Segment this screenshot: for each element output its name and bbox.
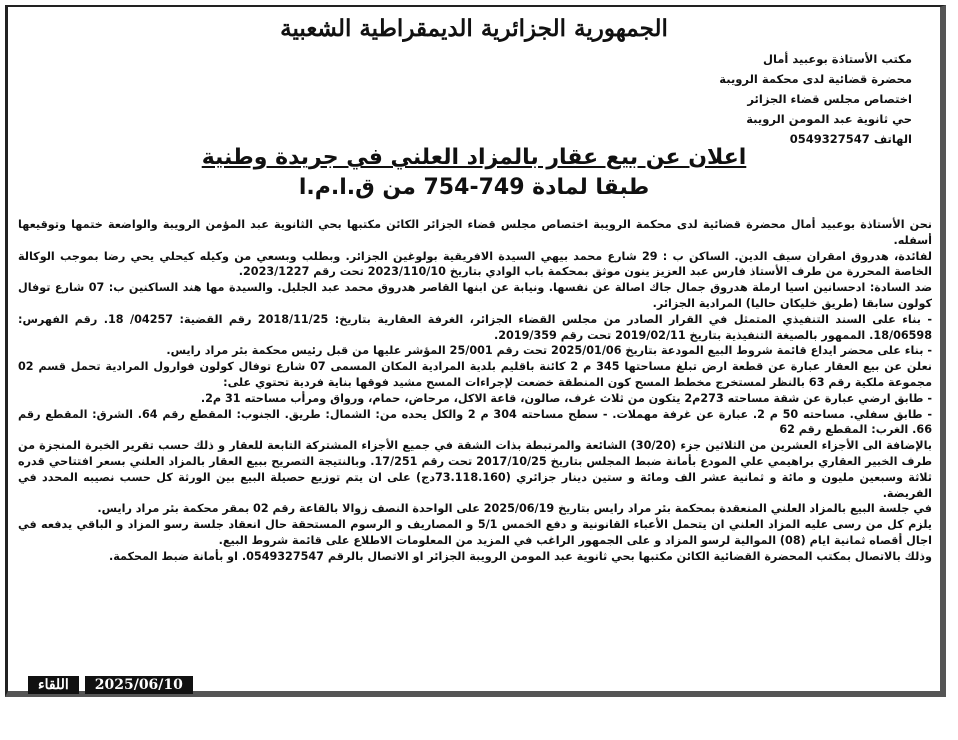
office-info [719, 49, 912, 149]
body-paragraph: نحن الأستاذة بوعبيد أمال محضرة قضائية لدى محكمة الرويبة اختصاص مجلس قضاء الجزائر الكائن مكتبها بحي الثانوية عبد المؤمن الرويبة والواضعة ختمها وتوقيعها أسفله. [18, 218, 932, 247]
body-paragraph: بالإضافة الى الأجزاء العشرين من الثلاثين جزء (30/20) الشائعة والمرتبطة بذات الشقة في جميع الأجزاء المشتركة التابعة للعقار و ذلك حسب تقرير الخبرة المنجزة من طرف الخبير العقاري براهيمي علي المودع بأمانة ضبط المجلس بتاريخ 2017/10/25 تحت رقم 17/251. وبالنتيجة التصريح ببيع العقار بالمزاد العلني بسعر افتتاحي قدره ثلاثة وسبعين مليون و مائة و ثمانية عشر الف ومائة و ستين دينار جزائري (73.118.160دج) على ان يتم توزيع حصيلة البيع بين الورثة كل حسب نصيبه المحدد في الفريضة. [18, 439, 933, 500]
body-paragraph: ضد السادة: ادحسانين اسيا ارملة هدروق جمال جاك اصالة عن نفسها. ونيابة عن ابنها القاصر هدروق محمد عبد الجليل. والسيدة مها هند الساكنين ب: 07 شارع توفال كولون سابقا (طريق خليكان حاليا) المرادية الجزائر. [18, 281, 932, 310]
publication-date-tag: 2025/06/10 [85, 676, 193, 694]
announcement-title [128, 143, 820, 203]
body-paragraph: يلزم كل من رسى عليه المزاد العلني ان يتحمل الأعباء القانونية و دفع الخمس 5/1 و المصاريف و الرسوم المستحقة حال انعقاد جلسة رسو المزاد و الباقي يدفعه في اجال أقصاه ثمانية ايام (08) الموالية لرسو المزاد و على الجمهور الراغب في المزيد من المعلومات الاطلاع على قائمة شروط البيع. [18, 518, 933, 547]
newspaper-name-tag: اللقاء [28, 676, 79, 694]
office-jurisdiction: اختصاص مجلس قضاء الجزائر [747, 92, 912, 106]
body-paragraph: - طابق سفلي. مساحته 50 م 2. عبارة عن غرفة مهملات. - سطح مساحته 304 م 2 والكل يحده من: الشمال: طريق. الجنوب: المقطع رقم 64. الشرق: المقطع رقم 66. الغرب: المقطع رقم 62 [18, 407, 932, 437]
body-paragraph: - بناء على السند التنفيذي المتمثل في القرار الصادر من مجلس القضاء الجزائر، الغرفة العقارية بتاريخ: 2018/11/25 رقم القضية: 04257/ 18. رقم الفهرس: 18/06598. الممهور بالصيغة التنفيذية بتاريخ 2019/02/11 تحت رقم 2019/359. [18, 312, 932, 342]
body-paragraph: - طابق ارضي عبارة عن شقة مساحته 273م2 يتكون من ثلاث غرف، صالون، قاعة الاكل، مرحاض، حمام، ورواق ومرأب مساحته 31 م2. [200, 391, 932, 405]
title-line-1: اعلان عن بيع عقار بالمزاد العلني في جريدة وطنية [201, 145, 747, 170]
body-paragraph: - بناء على محضر ايداع قائمة شروط البيع المودعة بتاريخ 2025/01/06 تحت رقم 25/001 المؤشر عليها من قبل رئيس محكمة بئر مراد رايس. [166, 344, 932, 358]
announcement-frame [5, 5, 946, 697]
office-phone: الهاتف 0549327547 [789, 132, 912, 146]
body-paragraph: في جلسة البيع بالمزاد العلني المنعقدة بمحكمة بئر مراد رايس بتاريخ 2025/06/19 على الواحدة النصف زوالا بالقاعة رقم 02 بمقر محكمة بئر مراد رايس. [97, 502, 932, 516]
office-role: محضرة قضائية لدى محكمة الرويبة [719, 72, 912, 86]
country-heading: الجمهورية الجزائرية الديمقراطية الشعبية [280, 15, 668, 42]
title-line-2: طبقا لمادة 749-754 من ق.ا.م.ا [298, 175, 650, 200]
body-paragraph: لفائدة، هدروق امقران سيف الدين. الساكن ب : 29 شارع محمد بيهي السيدة الافريقية بولوغين الجزائر. وبطلب وبسعي من وكيله كيحلي يحي رضا بموجب الوكالة الخاصة المحررة من طرف الأستاذ فارس عبد العزيز ينون موثق بمحكمة باب الوادي بتاريخ 2023/110/10 تحت رقم 2023/1227. [18, 249, 932, 279]
body-paragraph: وذلك بالاتصال بمكتب المحضرة القضائية الكائن مكتبها بحي ثانوية عبد المومن الرويبة الجزائر او الاتصال بالرقم 0549327547. او بأمانة ضبط المحكمة. [108, 549, 932, 563]
office-name: مكتب الأستاذة بوعبيد أمال [763, 52, 912, 66]
office-address: حي ثانوية عبد المومن الرويبة [746, 112, 912, 126]
footer-tags [28, 676, 193, 694]
announcement-body [18, 217, 932, 565]
body-paragraph: نعلن عن بيع العقار عبارة عن قطعة ارض تبلغ مساحتها 345 م 2 كائنة باقليم بلدية المرادية المكان المسمى 07 شارع توفال كولون فوارول المرادية تحمل قسم 02 مجموعة ملكية رقم 63 بالنظر لمستخرج مخطط المسح كون المنطقة خضعت لإجراءات المسح مشيد فوقها بناية فردية تحتوي على: [18, 360, 932, 389]
